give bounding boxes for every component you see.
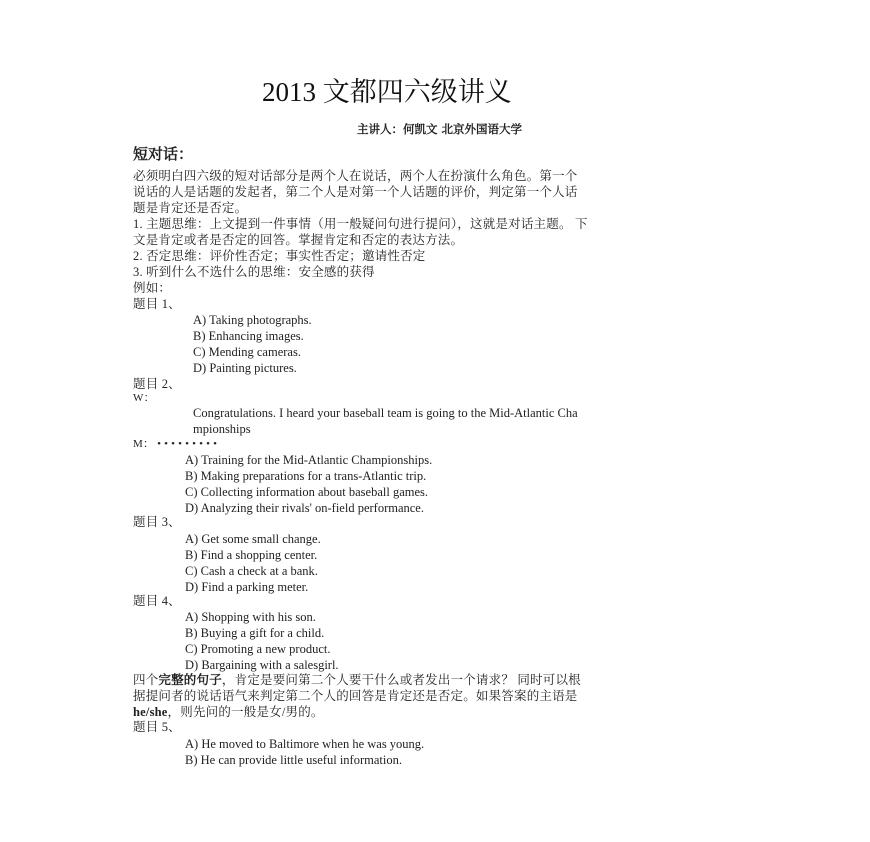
- note-post: ，肯定是要问第二个人要干什么或者发出一个请求？ 同时可以根: [221, 673, 581, 687]
- option: A) Training for the Mid-Atlantic Championships.: [185, 453, 433, 467]
- option: D) Analyzing their rivals' on-field performance.: [185, 501, 424, 515]
- option: A) Taking photographs.: [193, 313, 312, 327]
- option: A) Shopping with his son.: [185, 610, 316, 624]
- option: A) Get some small change.: [185, 532, 321, 546]
- note-pre: 四个: [133, 673, 159, 687]
- intro-line: 说话的人是话题的发起者，第二个人是对第一个人话题的评价，判定第一个人话: [133, 185, 578, 199]
- point-line: 3. 听到什么不选什么的思维：安全感的获得: [133, 265, 375, 279]
- option: B) Making preparations for a trans-Atlantic trip.: [185, 469, 427, 483]
- note-line: 据提问者的说话语气来判定第二个人的回答是肯定还是否定。如果答案的主语是: [133, 689, 578, 703]
- option: C) Mending cameras.: [193, 345, 301, 359]
- option: B) He can provide little useful information.: [185, 753, 402, 767]
- option: B) Buying a gift for a child.: [185, 626, 325, 640]
- lecturer-line: 主讲人：何凯文 北京外国语大学: [357, 122, 523, 136]
- question-label: 题目 2、: [133, 377, 181, 391]
- example-label: 例如：: [133, 281, 172, 295]
- option: C) Promoting a new product.: [185, 642, 331, 656]
- section-heading: 短对话：: [133, 145, 194, 163]
- intro-line: 必须明白四六级的短对话部分是两个人在说话，两个人在扮演什么角色。第一个: [133, 169, 578, 183]
- option: B) Find a shopping center.: [185, 548, 318, 562]
- question-label: 题目 5、: [133, 720, 181, 734]
- note-line: [133, 704, 324, 720]
- note-bold: he/she: [133, 705, 168, 719]
- intro-line: 题是肯定还是否定。: [133, 201, 248, 215]
- note-line: [133, 672, 581, 688]
- speaker-m-label: M： • • • • • • • • •: [133, 438, 218, 450]
- question-label: 题目 4、: [133, 594, 181, 608]
- note-bold: 完整的句子: [158, 673, 222, 687]
- dialogue-line: mpionships: [193, 422, 251, 436]
- document-title: 2013 文都四六级讲义: [262, 77, 512, 107]
- dialogue-line: Congratulations. I heard your baseball team is going to the Mid-Atlantic Cha: [193, 406, 578, 420]
- option: C) Collecting information about baseball games.: [185, 485, 428, 499]
- option: B) Enhancing images.: [193, 329, 304, 343]
- option: D) Find a parking meter.: [185, 580, 309, 594]
- note-text: ，则先问的一般是女/男的。: [167, 705, 324, 719]
- question-label: 题目 3、: [133, 515, 181, 529]
- question-label: 题目 1、: [133, 297, 181, 311]
- option: C) Cash a check at a bank.: [185, 564, 318, 578]
- option: D) Bargaining with a salesgirl.: [185, 658, 339, 672]
- point-line: 文是肯定或者是否定的回答。掌握肯定和否定的表达方法。: [133, 233, 464, 247]
- point-line: 1. 主题思维：上文提到一件事情（用一般疑问句进行提问），这就是对话主题。 下: [133, 217, 588, 231]
- option: D) Painting pictures.: [193, 361, 297, 375]
- option: A) He moved to Baltimore when he was young.: [185, 737, 425, 751]
- speaker-w-label: W：: [133, 392, 155, 404]
- point-line: 2. 否定思维：评价性否定；事实性否定；邀请性否定: [133, 249, 426, 263]
